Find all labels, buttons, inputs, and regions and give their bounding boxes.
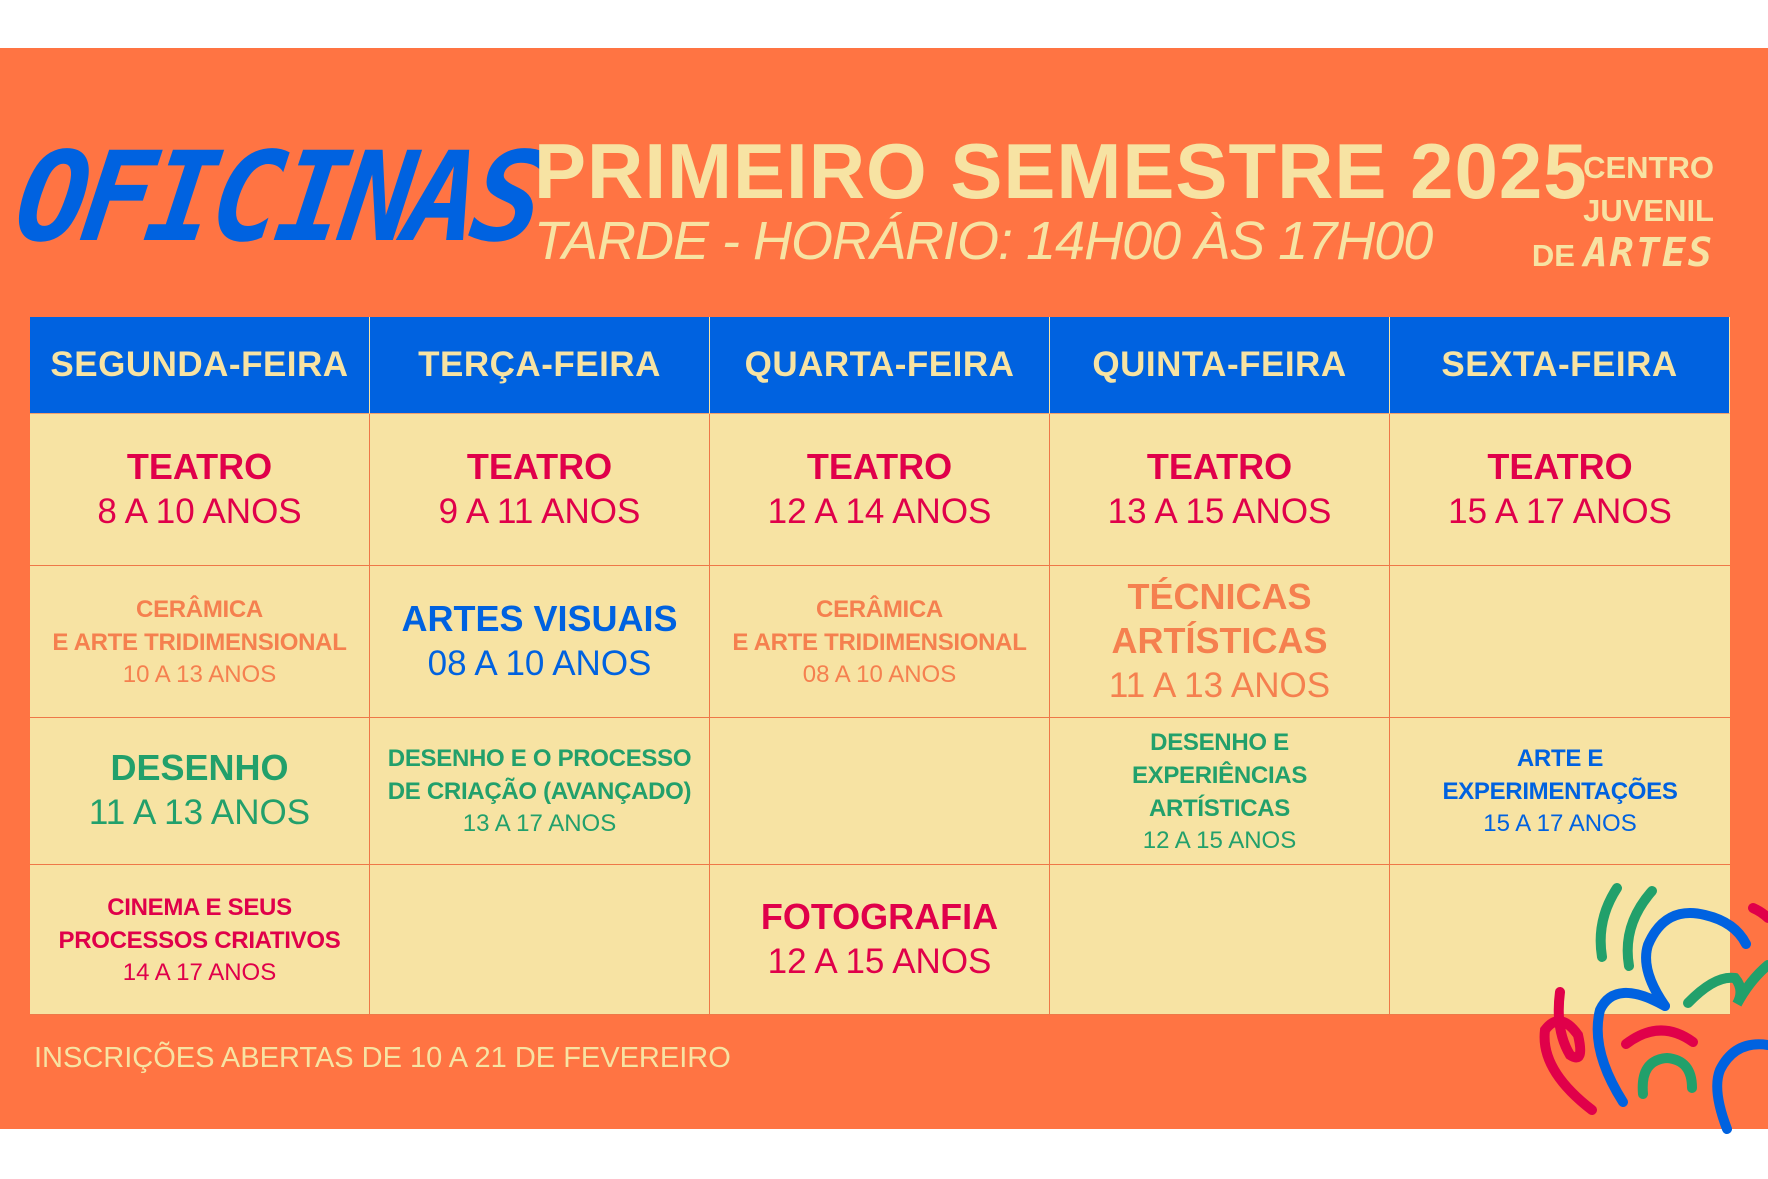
workshop-title: TEATRO xyxy=(126,445,273,487)
workshop-title: DESENHO xyxy=(110,747,289,788)
brand-line: CENTRO xyxy=(1583,150,1714,185)
workshop-age-range: 15 A 17 ANOS xyxy=(1483,810,1637,837)
workshop-age-range: 11 A 13 ANOS xyxy=(88,793,311,832)
empty-cell xyxy=(1390,566,1730,718)
workshop-cell xyxy=(30,414,370,566)
workshop-cell xyxy=(710,865,1050,1015)
empty-cell xyxy=(370,865,710,1015)
workshop-title: TEATRO xyxy=(466,445,613,487)
workshop-title: TÉCNICAS ARTÍSTICAS xyxy=(1111,575,1328,661)
workshop-title: TEATRO xyxy=(806,445,953,487)
workshop-title: DESENHO E EXPERIÊNCIAS ARTÍSTICAS xyxy=(1131,728,1308,822)
workshop-cell xyxy=(1050,718,1390,865)
empty-cell xyxy=(1050,865,1390,1015)
workshop-age-range: 13 A 15 ANOS xyxy=(1107,491,1332,531)
workshop-age-range: 11 A 13 ANOS xyxy=(1108,665,1331,705)
workshop-cell xyxy=(30,865,370,1015)
day-header: SEXTA-FEIRA xyxy=(1390,317,1730,414)
schedule-time: TARDE - HORÁRIO: 14H00 ÀS 17H00 xyxy=(534,211,1433,271)
workshop-cell xyxy=(1390,414,1730,566)
empty-cell xyxy=(1390,865,1730,1015)
workshop-title: CINEMA E SEUS PROCESSOS CRIATIVOS xyxy=(58,893,341,954)
workshop-title: ARTES VISUAIS xyxy=(401,597,678,639)
workshop-cell xyxy=(30,718,370,865)
workshop-age-range: 10 A 13 ANOS xyxy=(122,660,277,688)
day-header: QUARTA-FEIRA xyxy=(710,317,1050,414)
workshop-title: FOTOGRAFIA xyxy=(760,895,999,937)
workshop-cell xyxy=(1050,414,1390,566)
day-header: QUINTA-FEIRA xyxy=(1050,317,1390,414)
day-header: TERÇA-FEIRA xyxy=(370,317,710,414)
workshop-title: CERÂMICA E ARTE TRIDIMENSIONAL xyxy=(52,595,347,656)
schedule-table xyxy=(30,317,1730,1015)
brand-script: ARTES xyxy=(1583,230,1714,276)
workshop-age-range: 14 A 17 ANOS xyxy=(122,958,277,986)
workshop-title: TEATRO xyxy=(1487,445,1633,487)
workshop-age-range: 08 A 10 ANOS xyxy=(427,643,652,683)
registration-note: INSCRIÇÕES ABERTAS DE 10 A 21 DE FEVEREIRO xyxy=(34,1042,731,1074)
centro-juvenil-de-artes-logo xyxy=(1532,146,1714,277)
workshop-title: ARTE E EXPERIMENTAÇÕES xyxy=(1442,745,1678,805)
workshop-age-range: 15 A 17 ANOS xyxy=(1448,491,1672,531)
workshop-cell xyxy=(710,566,1050,718)
workshop-cell xyxy=(1050,566,1390,718)
day-header: SEGUNDA-FEIRA xyxy=(30,317,370,414)
workshop-age-range: 13 A 17 ANOS xyxy=(462,810,617,837)
workshop-age-range: 8 A 10 ANOS xyxy=(97,491,302,531)
workshop-cell xyxy=(1390,718,1730,865)
workshop-age-range: 12 A 15 ANOS xyxy=(767,941,992,981)
brand-line: JUVENIL xyxy=(1583,193,1714,228)
workshop-title: CERÂMICA E ARTE TRIDIMENSIONAL xyxy=(732,595,1027,656)
workshop-cell xyxy=(30,566,370,718)
workshop-cell xyxy=(370,566,710,718)
brand-line: DE xyxy=(1531,238,1575,273)
workshop-cell xyxy=(370,414,710,566)
workshop-age-range: 9 A 11 ANOS xyxy=(438,491,641,531)
workshop-title: DESENHO E O PROCESSO DE CRIAÇÃO (AVANÇADO) xyxy=(387,745,692,805)
workshop-title: TEATRO xyxy=(1146,445,1293,487)
workshop-age-range: 12 A 14 ANOS xyxy=(767,491,992,531)
page-title: PRIMEIRO SEMESTRE 2025 xyxy=(534,127,1588,215)
workshop-age-range: 12 A 15 ANOS xyxy=(1142,826,1297,854)
workshop-cell xyxy=(370,718,710,865)
oficinas-logo: OFICINAS xyxy=(7,124,549,270)
workshop-cell xyxy=(710,414,1050,566)
workshop-age-range: 08 A 10 ANOS xyxy=(802,660,957,688)
empty-cell xyxy=(710,718,1050,865)
